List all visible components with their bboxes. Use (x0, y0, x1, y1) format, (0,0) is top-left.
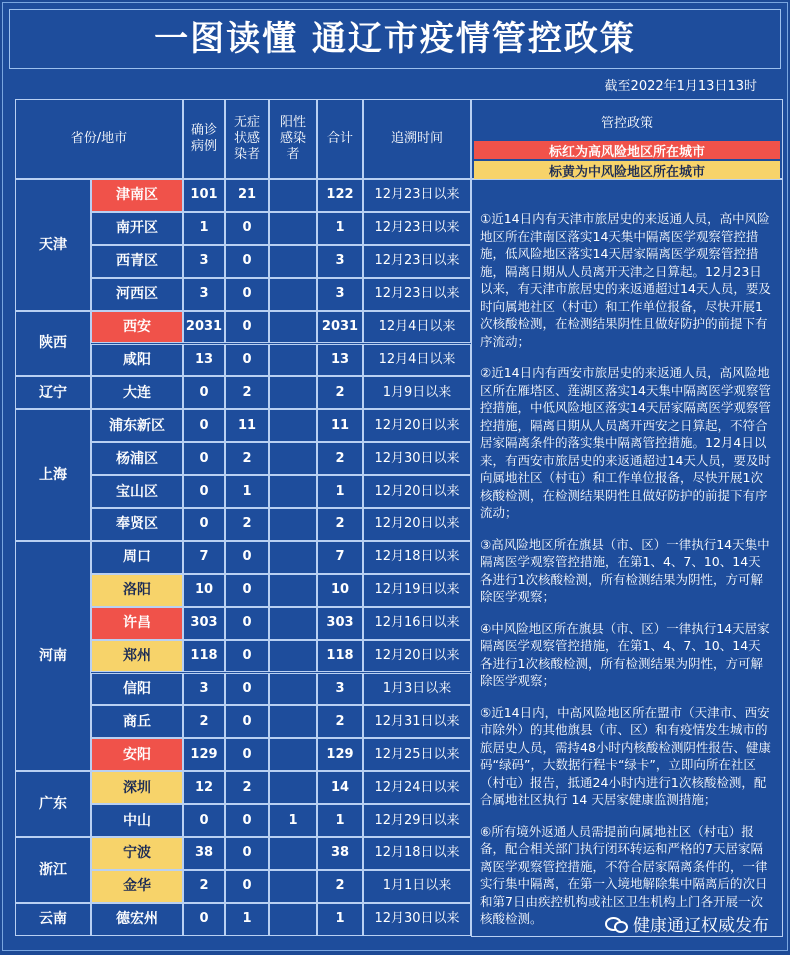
page-title: 一图读懂 通辽市疫情管控政策 (9, 9, 781, 69)
legend-yellow: 标黄为中风险地区所在城市 (474, 161, 780, 179)
table-cell-city: 周口 (91, 541, 183, 574)
table-cell-city: 杨浦区 (91, 442, 183, 475)
policy-header (471, 99, 783, 179)
table-cell-positive (269, 409, 317, 442)
table-cell-trace: 12月4日以来 (363, 311, 471, 344)
infographic-page (2, 2, 788, 951)
table-cell-trace: 12月23日以来 (363, 278, 471, 311)
table-cell-asym: 2 (225, 442, 269, 475)
table-cell-positive (269, 673, 317, 706)
table-cell-positive (269, 870, 317, 903)
table-cell-positive (269, 311, 317, 344)
province-cell: 天津 (15, 179, 91, 311)
table-cell-positive (269, 738, 317, 771)
table-cell-trace: 12月20日以来 (363, 508, 471, 541)
table-cell-confirmed: 13 (183, 344, 225, 377)
table-cell-asym: 11 (225, 409, 269, 442)
province-cell: 浙江 (15, 837, 91, 903)
table-cell-total: 2031 (317, 311, 363, 344)
table-cell-city: 西安 (91, 311, 183, 344)
table-cell-trace: 12月30日以来 (363, 442, 471, 475)
province-cell: 云南 (15, 903, 91, 936)
policy-text (471, 179, 783, 937)
table-cell-confirmed: 0 (183, 804, 225, 837)
province-cell: 上海 (15, 409, 91, 541)
table-cell-confirmed: 2031 (183, 311, 225, 344)
table-cell-trace: 12月30日以来 (363, 903, 471, 936)
table-cell-confirmed: 118 (183, 640, 225, 673)
table-cell-positive (269, 212, 317, 245)
table-cell-confirmed: 101 (183, 179, 225, 212)
table-cell-confirmed: 0 (183, 376, 225, 409)
table-cell-positive (269, 475, 317, 508)
table-cell-city: 德宏州 (91, 903, 183, 936)
table-cell-trace: 12月20日以来 (363, 475, 471, 508)
table-cell-positive (269, 771, 317, 804)
table-cell-trace: 1月1日以来 (363, 870, 471, 903)
table-cell-trace: 12月4日以来 (363, 344, 471, 377)
table-cell-city: 浦东新区 (91, 409, 183, 442)
data-table (15, 99, 783, 937)
table-cell-city: 奉贤区 (91, 508, 183, 541)
table-cell-trace: 1月9日以来 (363, 376, 471, 409)
table-cell-confirmed: 0 (183, 475, 225, 508)
table-cell-city: 河西区 (91, 278, 183, 311)
table-cell-total: 1 (317, 212, 363, 245)
table-cell-confirmed: 0 (183, 903, 225, 936)
table-cell-asym: 0 (225, 541, 269, 574)
table-cell-asym: 0 (225, 245, 269, 278)
province-cell: 广东 (15, 771, 91, 837)
table-cell-asym: 0 (225, 344, 269, 377)
table-cell-asym: 0 (225, 607, 269, 640)
table-cell-confirmed: 1 (183, 212, 225, 245)
table-cell-positive (269, 508, 317, 541)
table-cell-positive (269, 344, 317, 377)
table-cell-total: 2 (317, 705, 363, 738)
table-cell-total: 10 (317, 574, 363, 607)
table-cell-city: 金华 (91, 870, 183, 903)
table-cell-positive (269, 245, 317, 278)
table-cell-total: 3 (317, 278, 363, 311)
table-cell-positive (269, 903, 317, 936)
table-cell-city: 大连 (91, 376, 183, 409)
table-cell-positive (269, 541, 317, 574)
table-cell-asym: 0 (225, 212, 269, 245)
table-cell-total: 303 (317, 607, 363, 640)
header-trace: 追溯时间 (363, 99, 471, 179)
table-cell-trace: 1月3日以来 (363, 673, 471, 706)
table-cell-asym: 0 (225, 311, 269, 344)
policy-title: 管控政策 (600, 116, 653, 131)
table-cell-confirmed: 303 (183, 607, 225, 640)
table-cell-positive (269, 442, 317, 475)
table-cell-city: 商丘 (91, 705, 183, 738)
table-cell-trace: 12月16日以来 (363, 607, 471, 640)
table-cell-city: 许昌 (91, 607, 183, 640)
header-confirmed: 确诊 病例 (183, 99, 225, 179)
table-cell-trace: 12月31日以来 (363, 705, 471, 738)
table-cell-trace: 12月23日以来 (363, 212, 471, 245)
table-cell-asym: 0 (225, 640, 269, 673)
table-cell-total: 38 (317, 837, 363, 870)
table-cell-total: 118 (317, 640, 363, 673)
policy-item: ③高风险地区所在旗县（市、区）一律执行14天集中隔离医学观察管控措施，在第1、4、7、10、14天各进行1次核酸检测，所有检测结果为阴性，方可解除医学观察； (480, 536, 770, 604)
table-cell-confirmed: 129 (183, 738, 225, 771)
table-cell-asym: 0 (225, 804, 269, 837)
table-cell-total: 129 (317, 738, 363, 771)
table-cell-asym: 2 (225, 376, 269, 409)
table-cell-total: 1 (317, 804, 363, 837)
table-cell-city: 津南区 (91, 179, 183, 212)
footer-text: 健康通辽权威发布 (633, 916, 769, 936)
table-cell-asym: 0 (225, 738, 269, 771)
table-cell-total: 7 (317, 541, 363, 574)
table-cell-city: 信阳 (91, 673, 183, 706)
table-cell-asym: 2 (225, 771, 269, 804)
table-cell-city: 咸阳 (91, 344, 183, 377)
table-cell-asym: 1 (225, 903, 269, 936)
table-cell-trace: 12月20日以来 (363, 640, 471, 673)
table-cell-trace: 12月23日以来 (363, 179, 471, 212)
policy-item: ⑤近14日内，中高风险地区所在盟市（天津市、西安市除外）的其他旗县（市、区）和有疫情发生城市的旅居史人员，需持48小时内核酸检测阴性报告、健康码“绿码”，大数据行程卡“绿卡”，立即向所在社区（村屯）报告，抵通24小时内进行1次核酸检测，配合属地社区执行 14 天居家健康监测措施； (480, 704, 771, 807)
header-positive: 阳性 感染 者 (269, 99, 317, 179)
province-cell: 陕西 (15, 311, 91, 377)
table-cell-trace: 12月19日以来 (363, 574, 471, 607)
table-cell-city: 西青区 (91, 245, 183, 278)
table-cell-trace: 12月29日以来 (363, 804, 471, 837)
legend-red: 标红为高风险地区所在城市 (474, 141, 780, 159)
table-cell-asym: 0 (225, 278, 269, 311)
table-cell-asym: 0 (225, 870, 269, 903)
table-cell-total: 2 (317, 376, 363, 409)
table-cell-confirmed: 3 (183, 673, 225, 706)
table-cell-trace: 12月18日以来 (363, 837, 471, 870)
table-cell-total: 3 (317, 245, 363, 278)
table-cell-total: 1 (317, 903, 363, 936)
table-cell-city: 宁波 (91, 837, 183, 870)
table-cell-asym: 1 (225, 475, 269, 508)
table-cell-confirmed: 2 (183, 705, 225, 738)
header-province: 省份/地市 (15, 99, 183, 179)
table-cell-total: 122 (317, 179, 363, 212)
table-cell-total: 1 (317, 475, 363, 508)
table-cell-positive (269, 640, 317, 673)
table-cell-trace: 12月24日以来 (363, 771, 471, 804)
table-cell-confirmed: 3 (183, 245, 225, 278)
table-cell-confirmed: 0 (183, 409, 225, 442)
table-cell-total: 2 (317, 442, 363, 475)
table-cell-total: 13 (317, 344, 363, 377)
table-cell-positive: 1 (269, 804, 317, 837)
table-cell-confirmed: 0 (183, 508, 225, 541)
footer-brand (605, 911, 769, 936)
table-cell-positive (269, 179, 317, 212)
table-cell-positive (269, 278, 317, 311)
table-cell-confirmed: 38 (183, 837, 225, 870)
table-cell-asym: 21 (225, 179, 269, 212)
table-cell-city: 宝山区 (91, 475, 183, 508)
table-cell-total: 3 (317, 673, 363, 706)
wechat-icon (605, 915, 627, 933)
policy-item: ②近14日内有西安市旅居史的来返通人员，高风险地区所在雁塔区、莲湖区落实14天集中隔离医学观察管控措施，中低风险地区落实14天居家隔离医学观察管控措施，隔离日期从人员离开西安之日算起，不符合居家隔离条件的落实集中隔离管控措施。12月4日以来，有西安市旅居史的来返通超过14天人员，要及时向属地社区（村屯）和工作单位报备，尽快开展1次核酸检测，在检测结果阴性且做好防护的前提下有序流动； (480, 365, 771, 520)
table-cell-positive (269, 574, 317, 607)
header-total: 合计 (317, 99, 363, 179)
table-cell-asym: 0 (225, 574, 269, 607)
province-cell: 辽宁 (15, 376, 91, 409)
table-cell-trace: 12月25日以来 (363, 738, 471, 771)
table-cell-asym: 0 (225, 837, 269, 870)
table-cell-positive (269, 837, 317, 870)
table-cell-confirmed: 12 (183, 771, 225, 804)
table-cell-positive (269, 607, 317, 640)
table-cell-trace: 12月20日以来 (363, 409, 471, 442)
table-cell-city: 南开区 (91, 212, 183, 245)
table-cell-confirmed: 10 (183, 574, 225, 607)
policy-item: ⑥所有境外返通人员需提前向属地社区（村屯）报备，配合相关部门执行闭环转运和严格的7天居家隔离医学观察管控措施，不符合居家隔离条件的，一律实行集中隔离，在第一入境地解除集中隔离后的次日和第7日由疾控机构或社区卫生机构上门各开展一次核酸检测。 (480, 823, 768, 926)
table-cell-city: 深圳 (91, 771, 183, 804)
policy-item: ④中风险地区所在旗县（市、区）一律执行14天居家隔离医学观察管控措施，在第1、4、7、10、14天各进行1次核酸检测，所有检测结果为阴性，方可解除医学观察； (480, 620, 770, 688)
as-of-date: 截至2022年1月13日13时 (604, 79, 757, 94)
province-cell: 河南 (15, 541, 91, 771)
table-cell-total: 14 (317, 771, 363, 804)
table-cell-asym: 0 (225, 673, 269, 706)
table-cell-confirmed: 7 (183, 541, 225, 574)
table-cell-trace: 12月23日以来 (363, 245, 471, 278)
table-cell-confirmed: 0 (183, 442, 225, 475)
table-cell-city: 中山 (91, 804, 183, 837)
table-cell-positive (269, 705, 317, 738)
table-cell-total: 2 (317, 508, 363, 541)
table-cell-confirmed: 3 (183, 278, 225, 311)
table-cell-city: 安阳 (91, 738, 183, 771)
table-cell-trace: 12月18日以来 (363, 541, 471, 574)
header-asymptomatic: 无症 状感 染者 (225, 99, 269, 179)
table-cell-asym: 0 (225, 705, 269, 738)
table-cell-total: 2 (317, 870, 363, 903)
table-cell-confirmed: 2 (183, 870, 225, 903)
table-cell-city: 洛阳 (91, 574, 183, 607)
policy-item: ①近14日内有天津市旅居史的来返通人员，高中风险地区所在津南区落实14天集中隔离医学观察管控措施，低风险地区落实14天居家隔离医学观察管控措施，隔离日期从人员离开天津之日算起。12月23日以来，有天津市旅居史的来返通超过14天人员，要及时向属地社区（村屯）和工作单位报备，尽快开展1次核酸检测，在检测结果阴性且做好防护的前提下有序流动； (480, 211, 771, 349)
table-cell-positive (269, 376, 317, 409)
table-cell-city: 郑州 (91, 640, 183, 673)
table-cell-total: 11 (317, 409, 363, 442)
table-cell-asym: 2 (225, 508, 269, 541)
